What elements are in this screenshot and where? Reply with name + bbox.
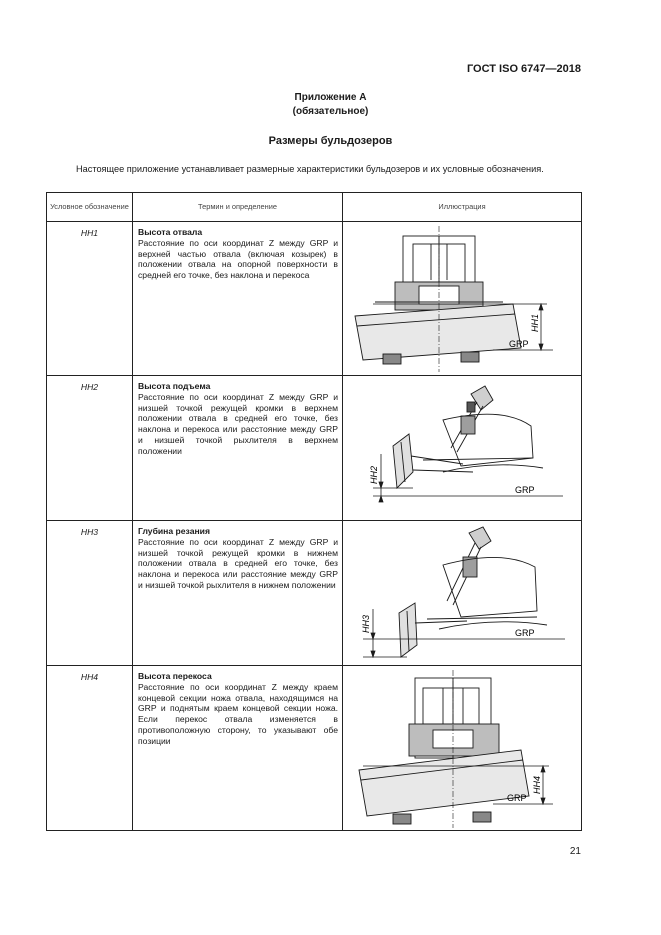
intro-paragraph: Настоящее приложение устанавливает размерные характеристики бульдозеров и их условные обозначения.	[76, 164, 544, 174]
annex-title: Приложение А	[294, 92, 367, 103]
row-definition: Расстояние по оси координат Z между краем концевой секции ножа отвала, находящимся на GRP и поднятым краем концевой секции ножа. Если перекос отвала изменяется в противоположную сторону, то указывают обе позиции	[138, 681, 338, 746]
row-code: HH1	[47, 222, 133, 376]
row-term: Высота перекоса	[138, 671, 212, 681]
annex-status: (обязательное)	[292, 106, 369, 117]
row-term: Высота отвала	[138, 227, 203, 237]
illustration-cell	[343, 666, 582, 831]
table-row	[47, 376, 582, 521]
standard-header: ГОСТ ISO 6747—2018	[466, 63, 581, 75]
figure-grp-label: GRP	[515, 485, 535, 495]
figure-grp-label: GRP	[509, 339, 529, 349]
row-code: HH3	[47, 521, 133, 666]
row-definition: Расстояние по оси координат Z между GRP и верхней частью отвала (включая козырек) в положении отвала на опорной поверхности в средней его точке, без наклона и перекоса	[138, 237, 338, 281]
row-definition: Расстояние по оси координат Z между GRP и низшей точкой режущей кромки в нижнем положении отвала в средней его точке, без наклона и перекоса или расстояние между GRP и низшей точкой рыхлителя в нижнем положении	[138, 536, 338, 590]
page-number: 21	[569, 846, 581, 857]
illustration-cell	[343, 222, 582, 376]
row-term-cell	[133, 376, 343, 521]
figure-dimension-label: HH3	[361, 614, 371, 633]
dimensions-table	[46, 192, 582, 831]
side-view-dig-depth-figure	[343, 521, 580, 664]
figure-dimension-label: HH4	[532, 775, 542, 794]
row-term-cell	[133, 666, 343, 831]
figure-grp-label: GRP	[507, 793, 527, 803]
table-header-row	[47, 193, 582, 222]
table-row	[47, 666, 582, 831]
header-term: Термин и определение	[133, 193, 343, 222]
table-row	[47, 521, 582, 666]
table-row	[47, 222, 582, 376]
row-term-cell	[133, 521, 343, 666]
figure-dimension-label: HH2	[369, 465, 379, 484]
illustration-cell	[343, 376, 582, 521]
row-term: Высота подъема	[138, 381, 211, 391]
front-view-tilt-height-figure	[343, 666, 580, 829]
figure-dimension-label: HH1	[530, 313, 540, 332]
row-term-cell	[133, 222, 343, 376]
row-term: Глубина резания	[138, 526, 210, 536]
row-code: HH2	[47, 376, 133, 521]
illustration-cell	[343, 521, 582, 666]
row-definition: Расстояние по оси координат Z между GRP и низшей точкой режущей кромки в верхнем положении отвала в средней его точке, без наклона и перекоса или расстояние между GRP и низшей точкой рыхлителя в верхнем положении	[138, 391, 338, 456]
row-code: HH4	[47, 666, 133, 831]
front-view-blade-height-figure	[343, 222, 580, 374]
side-view-lift-height-figure	[343, 376, 580, 519]
header-illustration: Иллюстрация	[343, 193, 582, 222]
section-title: Размеры бульдозеров	[268, 135, 393, 147]
header-code: Условное обозначение	[47, 193, 133, 222]
figure-grp-label: GRP	[515, 628, 535, 638]
